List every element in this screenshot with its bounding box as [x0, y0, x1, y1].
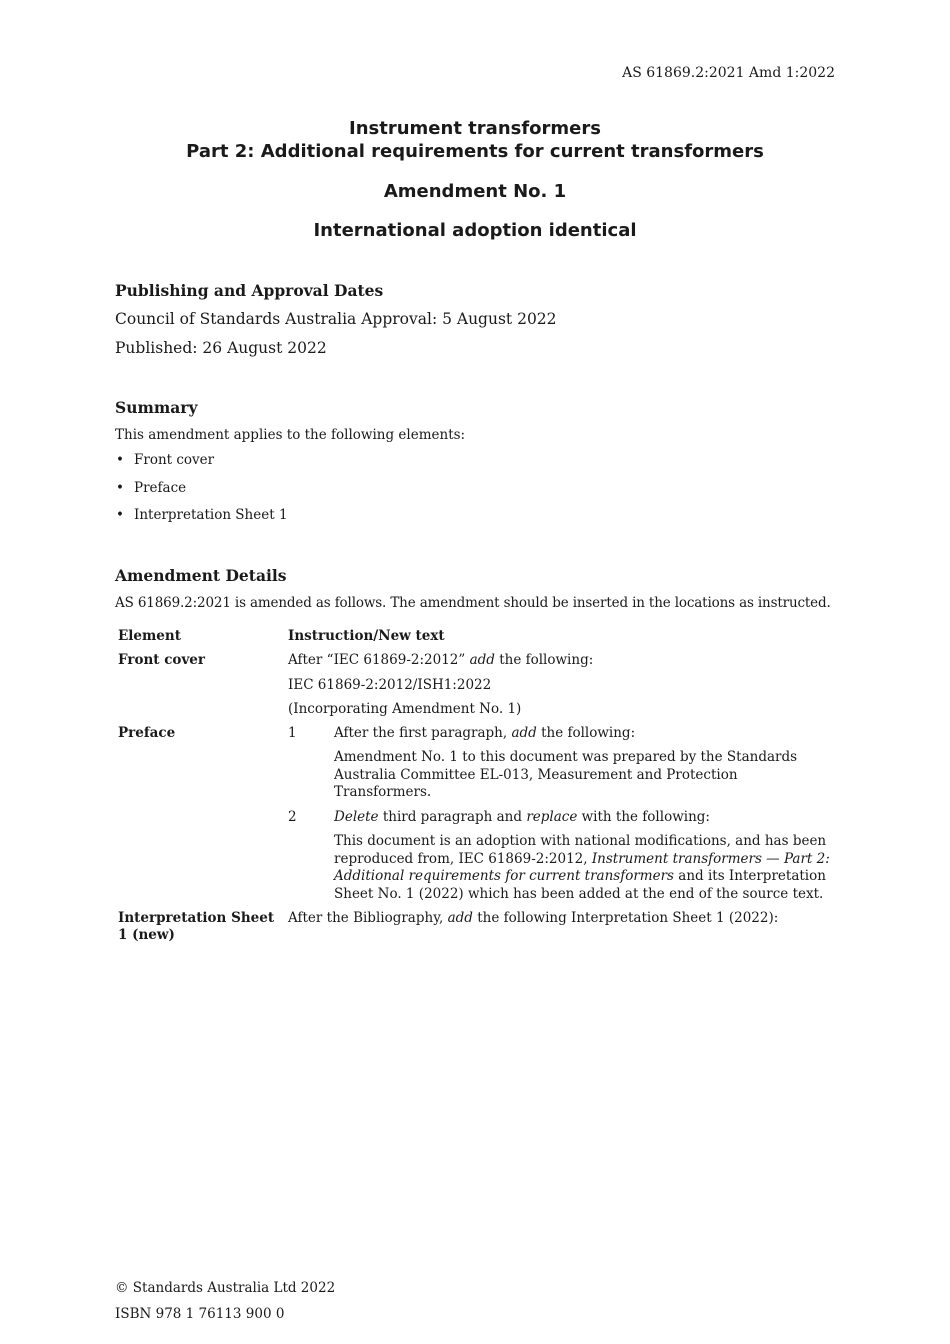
preface-item-2-number: 2: [288, 809, 297, 825]
preface-item-1-number: 1: [288, 725, 297, 741]
details-heading: Amendment Details: [115, 566, 287, 585]
list-item: • Interpretation Sheet 1: [116, 507, 288, 523]
approval-date: Council of Standards Australia Approval: 5 August 2022: [115, 310, 557, 328]
front-cover-new-designation: IEC 61869-2:2012/ISH1:2022: [288, 677, 492, 693]
bullet-icon: •: [116, 479, 124, 496]
list-item: • Front cover: [116, 452, 215, 468]
adoption-title: International adoption identical: [313, 220, 637, 241]
bullet-icon: •: [116, 507, 124, 523]
amendment-title: Amendment No. 1: [383, 181, 567, 202]
preface-element: Preface: [118, 725, 176, 741]
copyright-notice: © Standards Australia Ltd 2022: [115, 1280, 336, 1296]
front-cover-instruction: After “IEC 61869-2:2012” add the following:: [288, 652, 594, 668]
column-header-element: Element: [118, 628, 181, 644]
document-reference: AS 61869.2:2021 Amd 1:2022: [622, 65, 835, 81]
interpretation-sheet-instruction: After the Bibliography, add the following Interpretation Sheet 1 (2022):: [288, 910, 779, 926]
published-date: Published: 26 August 2022: [115, 339, 327, 357]
column-header-instruction: Instruction/New text: [288, 628, 445, 644]
summary-intro: This amendment applies to the following elements:: [115, 427, 466, 443]
preface-item-1-instruction: After the first paragraph, add the following:: [334, 725, 636, 741]
summary-list: [115, 452, 288, 535]
preface-item-2-text: This document is an adoption with national modifications, and has been reproduced from, IEC 61869-2:2012, Instrument transformers — Part 2: Additional requirements for current transformers and its Interpretation Sheet No. 1 (2022) which has been added at the end of the source text.: [334, 833, 830, 902]
interpretation-sheet-element: Interpretation Sheet 1 (new): [118, 910, 275, 943]
bullet-icon: •: [116, 452, 124, 468]
summary-heading: Summary: [115, 398, 198, 417]
title-line-1: Instrument transformers: [349, 118, 601, 139]
title-line-2: Part 2: Additional requirements for current transformers: [186, 141, 764, 162]
details-intro: AS 61869.2:2021 is amended as follows. The amendment should be inserted in the locations as instructed.: [115, 595, 831, 611]
list-item: • Preface: [116, 479, 187, 496]
isbn: ISBN 978 1 76113 900 0: [115, 1306, 285, 1322]
front-cover-incorporating-note: (Incorporating Amendment No. 1): [288, 701, 522, 717]
publishing-heading: Publishing and Approval Dates: [115, 281, 384, 300]
preface-item-2-instruction: Delete third paragraph and replace with the following:: [334, 809, 710, 825]
preface-item-1-text: Amendment No. 1 to this document was prepared by the Standards Australia Committee EL-013, Measurement and Protection Transformers.: [334, 749, 798, 800]
front-cover-element: Front cover: [118, 652, 205, 668]
